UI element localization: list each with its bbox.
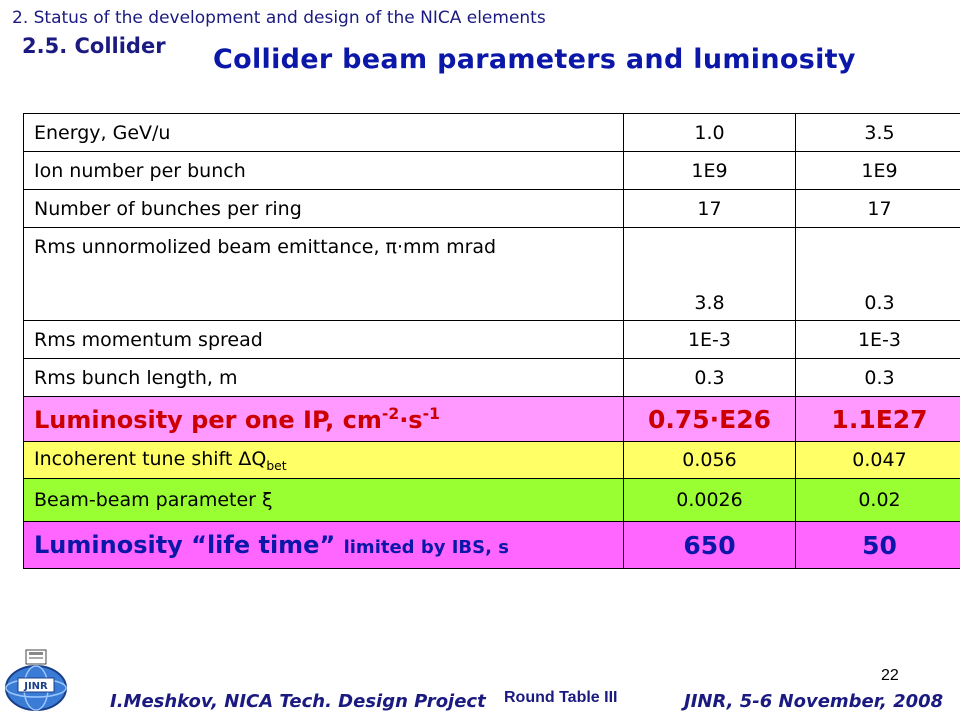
row-label: Energy, GeV/u — [24, 114, 624, 152]
row-label — [24, 522, 624, 569]
value-2: 0.3 — [796, 359, 960, 397]
value-2: 1.1E27 — [796, 397, 960, 442]
table-row — [24, 228, 960, 321]
value-1: 650 — [624, 522, 796, 569]
footer-author: I.Meshkov, NICA Tech. Design Project — [110, 691, 486, 712]
value-1: 0.056 — [624, 442, 796, 479]
value-2: 0.047 — [796, 442, 960, 479]
table-row — [24, 114, 960, 152]
row-label: Rms momentum spread — [24, 321, 624, 359]
value-2: 1E9 — [796, 152, 960, 190]
tune-shift-subscript: bet — [266, 458, 286, 472]
value-1: 1E-3 — [624, 321, 796, 359]
page-number: 22 — [881, 667, 899, 685]
luminosity-exponent-s: -1 — [423, 405, 440, 423]
value-2: 17 — [796, 190, 960, 228]
value-1: 1.0 — [624, 114, 796, 152]
row-label — [24, 397, 624, 442]
value-1: 0.3 — [624, 359, 796, 397]
slide-title: Collider beam parameters and luminosity — [213, 44, 856, 75]
table-row — [24, 190, 960, 228]
row-label: Rms bunch length, m — [24, 359, 624, 397]
beam-beam-row — [24, 479, 960, 522]
footer-event: Round Table III — [504, 689, 617, 707]
value-2: 50 — [796, 522, 960, 569]
life-time-label: Luminosity “life time” — [34, 531, 344, 559]
table-row — [24, 152, 960, 190]
tune-shift-row — [24, 442, 960, 479]
luminosity-label: Luminosity per one IP, cm — [34, 406, 382, 434]
value-2: 0.02 — [796, 479, 960, 522]
luminosity-row — [24, 397, 960, 442]
value-1: 17 — [624, 190, 796, 228]
value-1: 0.75·E26 — [624, 397, 796, 442]
row-label — [24, 442, 624, 479]
logo-text: JINR — [23, 681, 48, 692]
value-1: 3.8 — [624, 228, 796, 321]
value-2: 3.5 — [796, 114, 960, 152]
life-time-row — [24, 522, 960, 569]
life-time-label-small: limited by IBS, s — [344, 537, 509, 558]
value-1: 1E9 — [624, 152, 796, 190]
value-2: 1E-3 — [796, 321, 960, 359]
jinr-logo — [4, 648, 68, 718]
table-row — [24, 321, 960, 359]
table-row — [24, 359, 960, 397]
row-label: Number of bunches per ring — [24, 190, 624, 228]
value-2: 0.3 — [796, 228, 960, 321]
row-label: Beam-beam parameter ξ — [24, 479, 624, 522]
section-label: 2.5. Collider — [22, 34, 166, 58]
tune-shift-label: Incoherent tune shift ΔQ — [34, 448, 266, 470]
value-1: 0.0026 — [624, 479, 796, 522]
row-label: Ion number per bunch — [24, 152, 624, 190]
row-label: Rms unnormolized beam emittance, π·mm mrad — [24, 228, 624, 321]
luminosity-exponent-cm: -2 — [382, 405, 399, 423]
luminosity-label-mid: ·s — [399, 406, 422, 434]
slide-topic: 2. Status of the development and design of the NICA elements — [12, 8, 546, 28]
footer-venue-date: JINR, 5-6 November, 2008 — [684, 691, 943, 712]
parameters-table — [23, 113, 960, 569]
